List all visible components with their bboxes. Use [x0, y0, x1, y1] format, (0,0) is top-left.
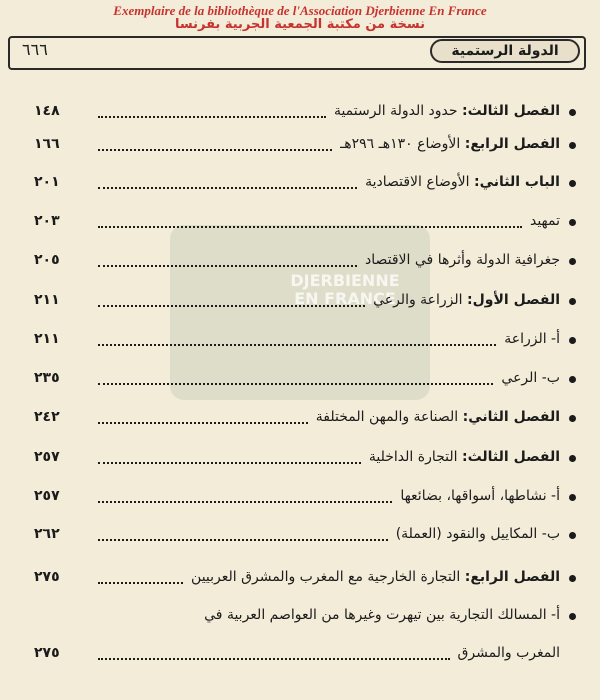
watermark-line-2: EN FRANCE	[294, 289, 396, 308]
toc-entry	[28, 367, 560, 393]
toc-entry-text	[504, 331, 560, 347]
toc-leader	[98, 226, 522, 228]
toc-entry-text	[530, 213, 560, 229]
toc-entry-title: أ- المسالك التجارية بين تيهرت وغيرها من العواصم العربية في	[204, 607, 560, 623]
toc-leader	[98, 539, 388, 541]
toc-entry-label: الفصل الرابع:	[464, 569, 560, 585]
bullet-icon	[569, 415, 576, 422]
toc-entry	[28, 566, 560, 592]
toc-leader	[98, 265, 357, 267]
toc-leader	[98, 501, 392, 503]
toc-entry-label: الباب الثاني:	[473, 174, 560, 190]
toc-entry	[28, 485, 560, 511]
toc-entry-title: أ- نشاطها، أسواقها، بضائعها	[400, 488, 560, 504]
toc-entry	[28, 171, 560, 197]
bullet-icon	[569, 376, 576, 383]
toc-entry-title: الأوضاع ١٣٠هـ ٢٩٦هـ	[340, 136, 461, 152]
toc-entry-title: تمهيد	[529, 213, 560, 229]
toc-page-number: ٢١١	[28, 292, 90, 308]
toc-page-number: ١٤٨	[28, 103, 90, 119]
toc-leader	[98, 422, 308, 424]
toc-entry-text	[400, 488, 560, 504]
toc-entry-text	[340, 136, 560, 152]
toc-entry	[28, 249, 560, 275]
toc-page-number: ٢٣٥	[28, 370, 90, 386]
toc-leader	[98, 149, 332, 151]
toc-entry	[28, 604, 560, 630]
page-number: ٦٦٦	[22, 40, 48, 59]
toc-page-number: ٢٧٥	[28, 645, 90, 661]
toc-leader	[98, 462, 361, 464]
toc-leader	[98, 187, 357, 189]
toc-entry-title: جغرافية الدولة وأثرها في الاقتصاد	[365, 252, 560, 268]
toc-entry-title: ب- الرعي	[501, 370, 560, 386]
bullet-icon	[569, 613, 576, 620]
toc-continuation-text: المغرب والمشرق	[457, 645, 560, 661]
toc-entry	[28, 289, 560, 315]
toc-entry-text	[191, 569, 560, 585]
toc-leader	[98, 305, 365, 307]
toc-entry-text	[316, 409, 560, 425]
toc-entry-text	[373, 292, 560, 308]
bullet-icon	[569, 180, 576, 187]
bullet-icon	[569, 298, 576, 305]
toc-leader	[98, 344, 496, 346]
toc-entry-text	[365, 174, 560, 190]
toc-entry-label: الفصل الرابع:	[464, 136, 560, 152]
toc-page-number: ٢٠٥	[28, 252, 90, 268]
bullet-icon	[569, 109, 576, 116]
toc-leader	[98, 383, 493, 385]
toc-entry	[28, 328, 560, 354]
toc-entry-label: الفصل الثاني:	[462, 409, 560, 425]
bullet-icon	[569, 142, 576, 149]
bullet-icon	[569, 258, 576, 265]
toc-entry-label: الفصل الثالث:	[462, 449, 560, 465]
toc-entry-title: حدود الدولة الرستمية	[333, 103, 458, 119]
toc-page-number: ٢٦٢	[28, 526, 90, 542]
toc-entry	[28, 446, 560, 472]
bullet-icon	[569, 337, 576, 344]
toc-page-number: ٢٤٢	[28, 409, 90, 425]
running-title: الدولة الرستمية	[430, 39, 580, 63]
toc-entry	[28, 523, 560, 549]
toc-entry-title: أ- الزراعة	[504, 331, 560, 347]
toc-leader	[98, 582, 183, 584]
bullet-icon	[569, 219, 576, 226]
toc-entry-label: الفصل الثالث:	[462, 103, 560, 119]
toc-page-number: ٢٥٧	[28, 488, 90, 504]
watermark-line-1: DJERBIENNE	[290, 271, 400, 290]
toc-entry-text	[501, 370, 560, 386]
toc-page-number: ١٦٦	[28, 136, 90, 152]
toc-entry-text	[334, 103, 560, 119]
toc-entry-title: التجارة الداخلية	[368, 449, 458, 465]
toc-page-number: ٢٧٥	[28, 569, 90, 585]
toc-page-number: ٢٠١	[28, 174, 90, 190]
toc-entry-title: الزراعة والرعي	[373, 292, 463, 308]
library-stamp-french: Exemplaire de la bibliothèque de l'Association Djerbienne En France	[113, 3, 487, 18]
toc-entry-text	[396, 526, 560, 542]
toc-leader	[98, 116, 326, 118]
library-stamp-arabic: نسخة من مكتبة الجمعية الجربية بفرنسا	[175, 17, 425, 32]
toc-entry	[28, 406, 560, 432]
toc-entry-text	[369, 449, 560, 465]
toc-entry	[28, 210, 560, 236]
toc-leader	[98, 658, 450, 660]
toc-entry	[28, 133, 560, 159]
toc-entry-title: الأوضاع الاقتصادية	[365, 174, 470, 190]
toc-entry-title: الصناعة والمهن المختلفة	[315, 409, 459, 425]
toc-entry-label: الفصل الأول:	[467, 292, 560, 308]
toc-page-number: ٢٥٧	[28, 449, 90, 465]
toc-page-number: ٢١١	[28, 331, 90, 347]
bullet-icon	[569, 494, 576, 501]
toc-continuation-line	[28, 642, 560, 668]
bullet-icon	[569, 575, 576, 582]
bullet-icon	[569, 455, 576, 462]
toc-entry	[28, 100, 560, 126]
toc-entry-text	[204, 607, 560, 623]
toc-entry-text	[365, 252, 560, 268]
toc-entry-title: التجارة الخارجية مع المغرب والمشرق العربيين	[191, 569, 461, 585]
bullet-icon	[569, 532, 576, 539]
toc-entry-title: ب- المكاييل والنقود (العملة)	[395, 526, 560, 542]
toc-page-number: ٢٠٣	[28, 213, 90, 229]
